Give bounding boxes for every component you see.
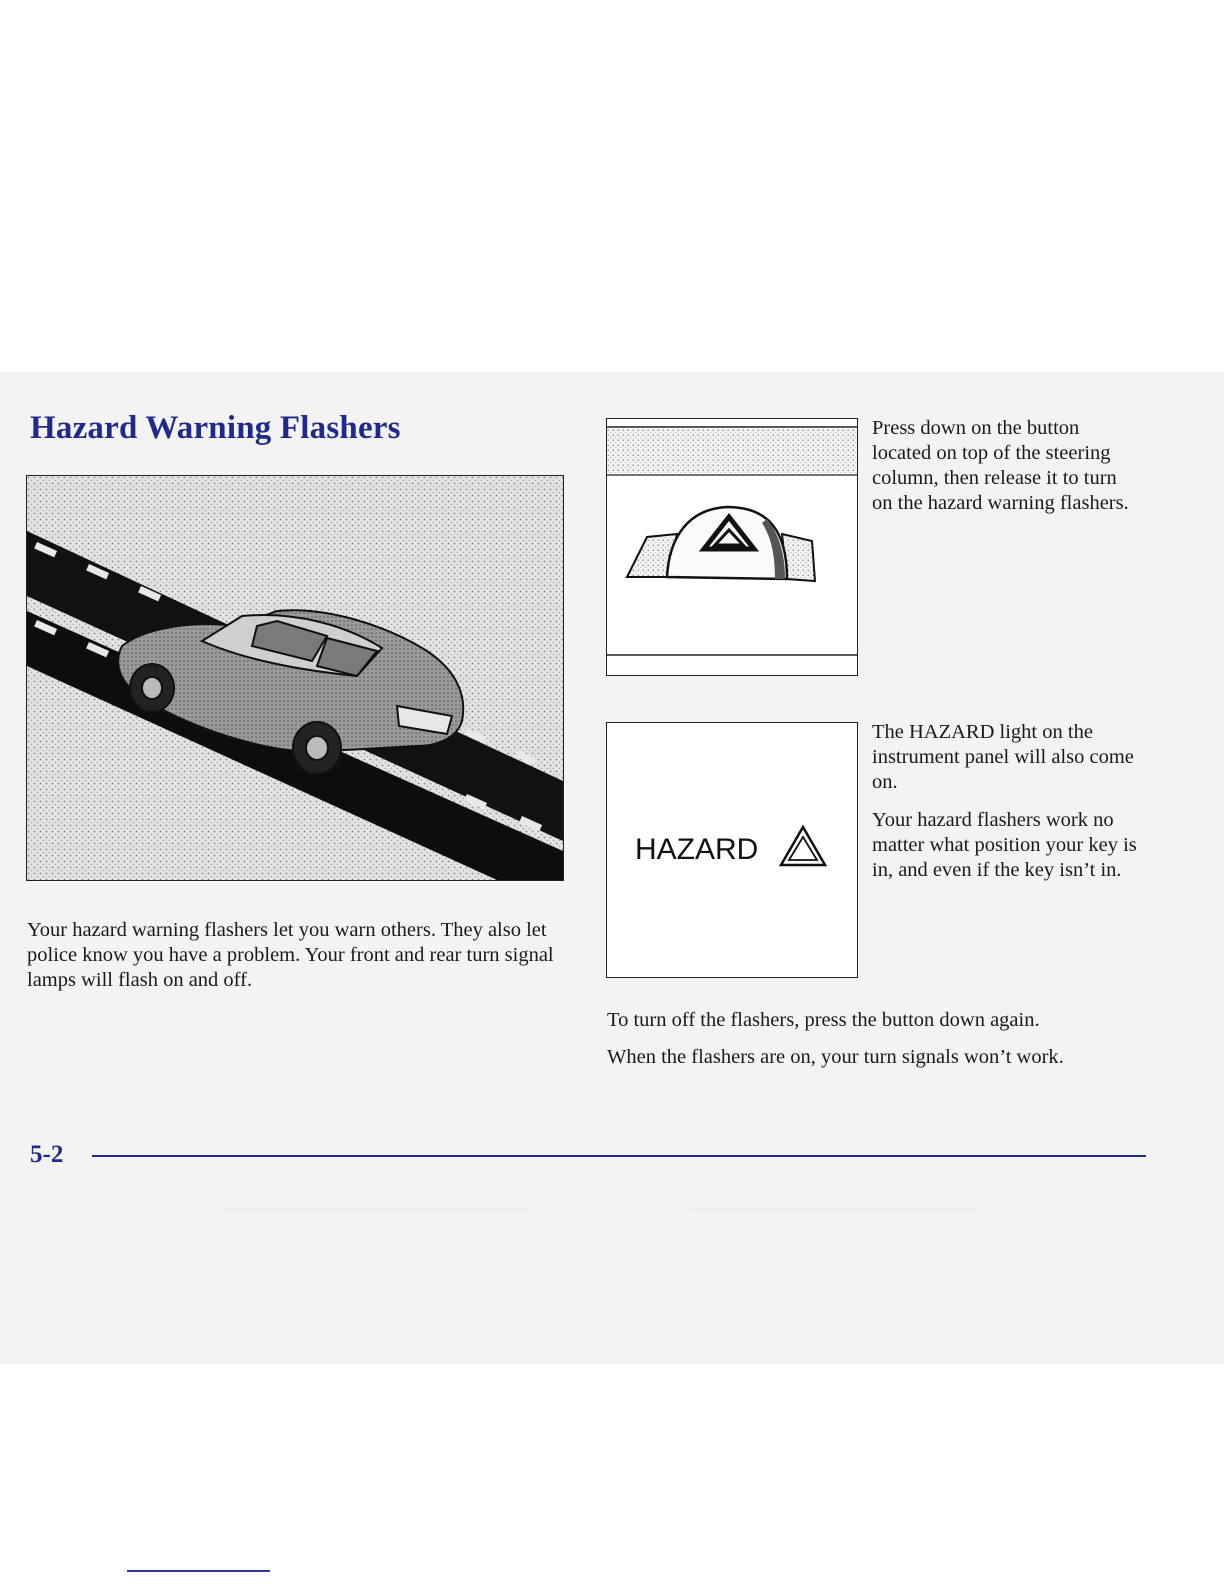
car-on-road-icon <box>27 476 563 880</box>
hazard-button-icon <box>607 419 857 675</box>
turn-off-paragraph: To turn off the flashers, press the button down again. <box>607 1009 1040 1031</box>
footer-rule <box>92 1155 1146 1157</box>
hazard-light-svg <box>607 723 857 977</box>
faint-divider-left <box>220 1209 530 1210</box>
intro-paragraph: Your hazard warning flashers let you warn others. They also let police know you have a problem. Your front and rear turn signal lamps will flash on and off. <box>27 919 554 991</box>
page-number: 5-2 <box>30 1141 64 1168</box>
hazard-button-illustration <box>606 418 858 676</box>
car-illustration <box>26 475 564 881</box>
signals-paragraph: When the flashers are on, your turn signals won’t work. <box>607 1046 1064 1068</box>
hazard-label: HAZARD <box>635 833 759 866</box>
light-on-paragraph: The HAZARD light on the instrument panel will also come on. <box>872 721 1134 793</box>
page-title: Hazard Warning Flashers <box>30 410 401 446</box>
faint-divider-right <box>690 1209 980 1210</box>
bottom-link-underline <box>127 1570 270 1572</box>
press-down-paragraph: Press down on the button located on top of the steering column, then release it to turn on the hazard warning flashers. <box>872 417 1129 514</box>
any-position-paragraph: Your hazard flashers work no matter what position your key is in, and even if the key isn’t in. <box>872 809 1137 881</box>
hazard-light-illustration <box>606 722 858 978</box>
